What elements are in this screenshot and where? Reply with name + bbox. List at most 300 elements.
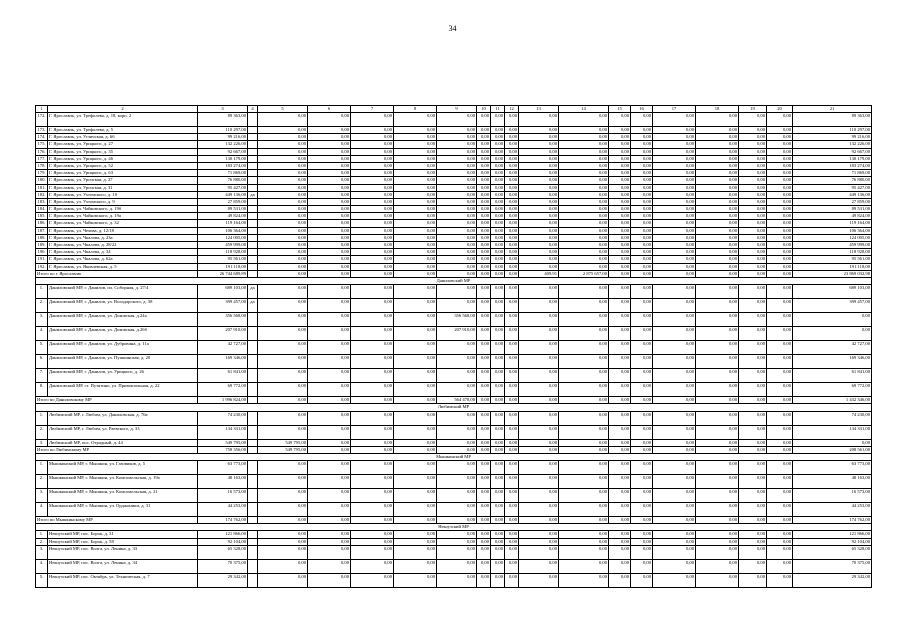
table-cell: 0,00 [767, 559, 793, 573]
table-cell: 0,00 [477, 531, 491, 538]
table-cell: 3. [36, 489, 48, 503]
table-cell: 0,00 [258, 220, 308, 227]
table-cell: 0,00 [505, 299, 519, 313]
total-cell: 409,91 [519, 270, 559, 277]
table-cell: 0,00 [653, 198, 696, 205]
table-cell: 0,00 [631, 213, 653, 220]
total-cell: 0,00 [505, 517, 519, 524]
table-cell: 0,00 [258, 263, 308, 270]
table-cell: 0,00 [739, 545, 767, 559]
table-cell: 0,00 [491, 134, 505, 141]
table-cell: 0,00 [258, 234, 308, 241]
table-cell: 0,00 [491, 148, 505, 155]
table-cell: 0,00 [767, 155, 793, 162]
table-cell: 0,00 [351, 220, 394, 227]
total-cell: 0,00 [653, 397, 696, 404]
table-row [36, 184, 872, 191]
total-cell: 0,00 [394, 446, 437, 453]
table-cell: 0,00 [308, 127, 351, 134]
table-cell: 0,00 [505, 489, 519, 503]
table-cell: 0,00 [559, 256, 609, 263]
table-cell: 0,00 [609, 256, 631, 263]
total-cell: 0,00 [437, 270, 477, 277]
table-cell: 0,00 [631, 148, 653, 155]
table-cell: 0,00 [609, 355, 631, 369]
table-cell: 121 866,00 [793, 531, 872, 538]
total-cell: 0,00 [394, 397, 437, 404]
total-cell: 0,00 [609, 270, 631, 277]
address-cell: Г. Ярославль, ул. Ухтомского, д. 9 [48, 198, 198, 205]
table-cell: 0,00 [351, 206, 394, 213]
table-cell: 0,00 [653, 545, 696, 559]
table-cell: 0,00 [394, 285, 437, 299]
table-cell [248, 148, 258, 155]
table-cell [248, 313, 258, 327]
table-cell: 0,00 [739, 489, 767, 503]
table-cell: 0,00 [631, 177, 653, 184]
table-cell: 0,00 [308, 538, 351, 545]
address-cell: Мышкинский МР, г. Мышкин, ул. Комсомольская, д. 19а [48, 475, 198, 489]
table-cell: 0,00 [477, 198, 491, 205]
table-cell: 0,00 [394, 113, 437, 127]
table-cell: 3. [36, 439, 48, 446]
table-cell: 0,00 [258, 313, 308, 327]
table-cell: 0,00 [739, 531, 767, 538]
table-row [36, 256, 872, 263]
section-title: Некоузский МР [36, 524, 872, 531]
table-cell: 0,00 [477, 538, 491, 545]
address-cell: Г. Ярославль, ул. Урицкого, д. 35 [48, 148, 198, 155]
table-cell: 0,00 [559, 113, 609, 127]
table-cell: 0,00 [767, 220, 793, 227]
table-cell: 0,00 [505, 191, 519, 198]
table-cell: 5. [36, 573, 48, 587]
table-cell: 0,00 [477, 285, 491, 299]
total-cell: 0,00 [696, 397, 739, 404]
total-row [36, 270, 872, 277]
table-cell: 0,00 [477, 170, 491, 177]
table-cell [248, 489, 258, 503]
table-cell: 0,00 [491, 177, 505, 184]
address-cell: Даниловский МР, г. Данилов, ул. Дубровина, д. 11а [48, 341, 198, 355]
table-cell: 0,00 [477, 162, 491, 169]
table-cell: 0,00 [505, 503, 519, 517]
table-row [36, 227, 872, 234]
table-cell: 186. [37, 220, 46, 226]
table-cell: 0,00 [653, 170, 696, 177]
table-cell: 0,00 [696, 162, 739, 169]
table-row [36, 263, 872, 270]
table-cell: 0,00 [609, 285, 631, 299]
table-cell: 0,00 [437, 162, 477, 169]
table-cell: 0,00 [767, 134, 793, 141]
total-cell: 0,00 [609, 397, 631, 404]
table-cell: 0,00 [351, 425, 394, 439]
column-header: 15 [609, 106, 631, 113]
table-cell: 0,00 [308, 170, 351, 177]
table-cell: 185. [37, 213, 46, 219]
table-cell: 549 795,00 [258, 439, 308, 446]
table-cell: 0,00 [477, 355, 491, 369]
table-cell: 0,00 [739, 184, 767, 191]
table-cell: 0,00 [394, 198, 437, 205]
table-cell: 0,00 [519, 503, 559, 517]
address-cell: Даниловский МР, г. Данилов, ул. Урицкого, д. 26 [48, 369, 198, 383]
table-cell: 0,00 [308, 545, 351, 559]
table-cell: 0,00 [258, 285, 308, 299]
table-row [36, 425, 872, 439]
table-cell: 0,00 [308, 369, 351, 383]
table-cell: 0,00 [696, 206, 739, 213]
table-cell: 0,00 [739, 538, 767, 545]
table-cell: 0,00 [631, 170, 653, 177]
table-cell: 0,00 [739, 369, 767, 383]
table-row [36, 206, 872, 213]
section-title: Мышкинский МР [36, 453, 872, 460]
table-cell: 0,00 [559, 148, 609, 155]
table-cell: 0,00 [477, 503, 491, 517]
table-cell: 0,00 [559, 227, 609, 234]
table-cell: 0,00 [519, 313, 559, 327]
table-cell: 0,00 [739, 461, 767, 475]
table-cell: 92 104,00 [198, 538, 248, 545]
table-cell: 0,00 [477, 220, 491, 227]
table-cell: 0,00 [653, 425, 696, 439]
table-cell: 0,00 [477, 425, 491, 439]
table-cell: 0,00 [609, 503, 631, 517]
table-cell: 0,00 [394, 256, 437, 263]
table-cell: 0,00 [477, 213, 491, 220]
table-row [36, 531, 872, 538]
table-cell: 0,00 [696, 198, 739, 205]
table-cell: 0,00 [696, 148, 739, 155]
table-cell: 0,00 [394, 475, 437, 489]
table-row [36, 141, 872, 148]
table-cell: 0,00 [437, 503, 477, 517]
table-cell: 0,00 [609, 249, 631, 256]
total-cell: 1 996 824,00 [198, 397, 248, 404]
table-cell: 0,00 [258, 461, 308, 475]
table-cell: 0,00 [739, 313, 767, 327]
table-cell: 16 573,00 [793, 489, 872, 503]
table-cell: 0,00 [491, 285, 505, 299]
table-cell: 0,00 [351, 113, 394, 127]
table-cell: 182. [37, 191, 46, 197]
table-cell: 0,00 [437, 341, 477, 355]
table-cell: 0,00 [491, 184, 505, 191]
table-cell: 0,00 [559, 503, 609, 517]
total-cell: 549 795,00 [258, 446, 308, 453]
table-cell: 0,00 [491, 439, 505, 446]
table-cell: 95 561,00 [198, 256, 248, 263]
table-cell: 0,00 [505, 559, 519, 573]
total-cell: 0,00 [739, 270, 767, 277]
table-cell: 0,00 [491, 313, 505, 327]
address-cell: Некоузский МР, пос. Борок, д. 31 [48, 531, 198, 538]
table-cell: 0,00 [653, 461, 696, 475]
address-cell: Г. Ярославль, ул. Чайковского, д. 32 [48, 220, 198, 227]
total-cell [248, 446, 258, 453]
table-cell: 0,00 [308, 383, 351, 397]
table-cell: 0,00 [793, 327, 872, 341]
table-cell: 44 253,00 [793, 503, 872, 517]
table-cell: 0,00 [308, 341, 351, 355]
table-cell: 0,00 [519, 538, 559, 545]
table-cell: 0,00 [631, 461, 653, 475]
table-cell: 0,00 [491, 263, 505, 270]
table-cell: 0,00 [351, 573, 394, 587]
table-cell: 42 727,00 [198, 341, 248, 355]
table-cell: 0,00 [394, 341, 437, 355]
address-cell: Г. Ярославль, ул. Чайковского, д. 19б [48, 206, 198, 213]
table-cell: 27 859,00 [198, 198, 248, 205]
table-cell: 188. [37, 234, 46, 240]
table-cell: 0,00 [653, 475, 696, 489]
table-cell: 0,00 [739, 162, 767, 169]
section-header-row [36, 524, 872, 531]
table-cell: 0,00 [609, 227, 631, 234]
table-cell: 0,00 [477, 475, 491, 489]
table-cell: 0,00 [351, 227, 394, 234]
table-cell: 0,00 [653, 327, 696, 341]
table-row [36, 503, 872, 517]
total-cell: 0,00 [767, 517, 793, 524]
table-cell: 0,00 [559, 155, 609, 162]
table-cell: 106 364,00 [198, 227, 248, 234]
table-cell: 0,00 [308, 162, 351, 169]
total-cell: 0,00 [767, 270, 793, 277]
table-cell: 89 531,00 [793, 206, 872, 213]
table-cell [248, 369, 258, 383]
table-cell: 63 773,00 [198, 461, 248, 475]
table-cell: 169 346,00 [793, 355, 872, 369]
table-cell: 0,00 [653, 134, 696, 141]
table-cell: 0,00 [767, 148, 793, 155]
table-cell: 0,00 [351, 475, 394, 489]
table-cell: 0,00 [437, 206, 477, 213]
table-cell: 0,00 [491, 545, 505, 559]
total-cell: 0,00 [739, 397, 767, 404]
table-cell: 0,00 [351, 234, 394, 241]
table-cell: 0,00 [696, 242, 739, 249]
section-header-row [36, 277, 872, 284]
table-cell: 0,00 [351, 256, 394, 263]
table-cell: 0,00 [631, 538, 653, 545]
table-cell: 0,00 [394, 170, 437, 177]
table-cell: 207 910,00 [198, 327, 248, 341]
table-cell: 65 328,00 [198, 545, 248, 559]
table-cell: 0,00 [505, 411, 519, 425]
table-cell: 0,00 [351, 327, 394, 341]
table-cell: 0,00 [767, 184, 793, 191]
table-cell: 0,00 [696, 545, 739, 559]
table-cell: 0,00 [696, 213, 739, 220]
table-cell: 134 331,00 [793, 425, 872, 439]
table-cell: 0,00 [653, 573, 696, 587]
table-cell: 0,00 [767, 263, 793, 270]
table-cell: 0,00 [505, 383, 519, 397]
table-cell: 0,00 [559, 545, 609, 559]
table-cell: 0,00 [559, 313, 609, 327]
table-cell: 0,00 [519, 411, 559, 425]
table-cell: 0,00 [258, 531, 308, 538]
table-cell: 0,00 [505, 425, 519, 439]
table-cell: 0,00 [767, 503, 793, 517]
table-cell: 0,00 [351, 148, 394, 155]
table-cell: 0,00 [394, 220, 437, 227]
table-cell: 0,00 [394, 327, 437, 341]
table-cell [248, 439, 258, 446]
table-cell: 0,00 [477, 155, 491, 162]
column-header: 12 [505, 106, 519, 113]
table-cell: 0,00 [519, 461, 559, 475]
total-cell [248, 270, 258, 277]
table-cell: 0,00 [653, 263, 696, 270]
table-cell: 0,00 [631, 425, 653, 439]
table-row [36, 355, 872, 369]
table-cell [248, 559, 258, 573]
table-cell: 0,00 [477, 299, 491, 313]
table-cell: 0,00 [653, 220, 696, 227]
table-cell: 0,00 [696, 383, 739, 397]
table-cell: 0,00 [491, 113, 505, 127]
table-cell: 191 118,00 [198, 263, 248, 270]
table-cell: 0,00 [653, 162, 696, 169]
table-cell: 0,00 [653, 411, 696, 425]
table-cell: 0,00 [477, 489, 491, 503]
table-cell: 0,00 [258, 191, 308, 198]
table-cell: 44 253,00 [198, 503, 248, 517]
table-cell: 0,00 [258, 559, 308, 573]
total-cell: 0,00 [767, 446, 793, 453]
table-cell: 0,00 [739, 191, 767, 198]
table-cell: 1. [36, 411, 48, 425]
address-cell: Г. Ярославль, ул. Чехова, д. 12/18 [48, 227, 198, 234]
table-cell: 0,00 [437, 191, 477, 198]
table-cell: 0,00 [631, 545, 653, 559]
table-cell: 0,00 [609, 206, 631, 213]
table-row [36, 213, 872, 220]
table-cell: 191 118,00 [793, 263, 872, 270]
table-cell: 181. [37, 184, 46, 190]
table-cell: 0,00 [767, 227, 793, 234]
total-cell: 0,00 [477, 446, 491, 453]
table-cell: 0,00 [609, 369, 631, 383]
table-cell: 0,00 [739, 155, 767, 162]
table-cell: 4. [36, 327, 48, 341]
table-cell: 0,00 [559, 383, 609, 397]
table-cell: 0,00 [477, 177, 491, 184]
table-cell: 0,00 [696, 141, 739, 148]
total-row [36, 397, 872, 404]
table-cell: 0,00 [437, 134, 477, 141]
table-cell: 0,00 [609, 242, 631, 249]
table-cell: 174. [37, 134, 46, 140]
table-cell: 0,00 [351, 559, 394, 573]
total-cell: 0,00 [653, 446, 696, 453]
table-cell: 0,00 [767, 425, 793, 439]
table-cell: 92 667,00 [198, 148, 248, 155]
table-cell: 0,00 [394, 184, 437, 191]
table-cell: 95 427,00 [198, 184, 248, 191]
table-cell: 0,00 [351, 538, 394, 545]
total-cell: 0,00 [394, 517, 437, 524]
table-cell: 0,00 [437, 148, 477, 155]
table-cell: 0,00 [767, 341, 793, 355]
table-cell [248, 425, 258, 439]
table-cell: 0,00 [696, 177, 739, 184]
table-cell: 0,00 [491, 234, 505, 241]
total-cell: 0,00 [696, 517, 739, 524]
table-cell: 0,00 [696, 503, 739, 517]
column-header: 6 [308, 106, 351, 113]
table-cell: 0,00 [437, 531, 477, 538]
table-cell: 0,00 [653, 489, 696, 503]
table-row [36, 134, 872, 141]
table-cell: 0,00 [559, 489, 609, 503]
table-cell: 0,00 [351, 341, 394, 355]
table-cell: 2. [36, 425, 48, 439]
table-cell: 0,00 [609, 531, 631, 538]
table-row [36, 313, 872, 327]
address-cell: Любимский МР, пос. Отрадный, д. 44 [48, 439, 198, 446]
table-cell: 0,00 [767, 213, 793, 220]
table-cell [248, 242, 258, 249]
table-cell: 74 230,00 [793, 411, 872, 425]
table-cell: 0,00 [351, 170, 394, 177]
table-cell: 0,00 [351, 213, 394, 220]
column-header: 10 [477, 106, 491, 113]
table-cell: 0,00 [491, 198, 505, 205]
table-cell: 207 910,00 [437, 327, 477, 341]
table-cell: 0,00 [505, 113, 519, 127]
table-cell: 0,00 [258, 155, 308, 162]
table-cell: 0,00 [477, 369, 491, 383]
table-cell [248, 198, 258, 205]
table-row [36, 162, 872, 169]
table-cell: 0,00 [696, 220, 739, 227]
total-cell: 0,00 [491, 446, 505, 453]
table-cell: 49 824,00 [793, 213, 872, 220]
total-cell: 0,00 [394, 270, 437, 277]
table-cell: 0,00 [308, 299, 351, 313]
table-cell: 0,00 [696, 191, 739, 198]
table-cell: 0,00 [631, 439, 653, 446]
address-cell: Г. Ярославль, ул. Яковлевская, д. 5 [48, 263, 198, 270]
total-cell: 0,00 [559, 446, 609, 453]
table-cell: 0,00 [491, 475, 505, 489]
table-cell: 0,00 [739, 170, 767, 177]
table-cell: 0,00 [739, 148, 767, 155]
table-cell: 0,00 [258, 475, 308, 489]
table-cell: 0,00 [609, 383, 631, 397]
address-cell: Даниловский МР, г. Данилов, ул. Володарского, д. 38 [48, 299, 198, 313]
total-cell: 0,00 [351, 270, 394, 277]
table-cell: 0,00 [258, 213, 308, 220]
table-cell: 70 375,00 [198, 559, 248, 573]
table-row [36, 489, 872, 503]
table-cell: 0,00 [519, 256, 559, 263]
table-cell: 0,00 [258, 184, 308, 191]
total-label: Итого по Любимскому МР [36, 446, 198, 453]
table-cell: 0,00 [767, 191, 793, 198]
table-cell: 48 163,00 [198, 475, 248, 489]
column-header: 5 [258, 106, 308, 113]
table-cell: 0,00 [308, 503, 351, 517]
table-cell: 0,00 [739, 127, 767, 134]
table-cell: 132 226,00 [198, 141, 248, 148]
table-cell: 0,00 [308, 461, 351, 475]
